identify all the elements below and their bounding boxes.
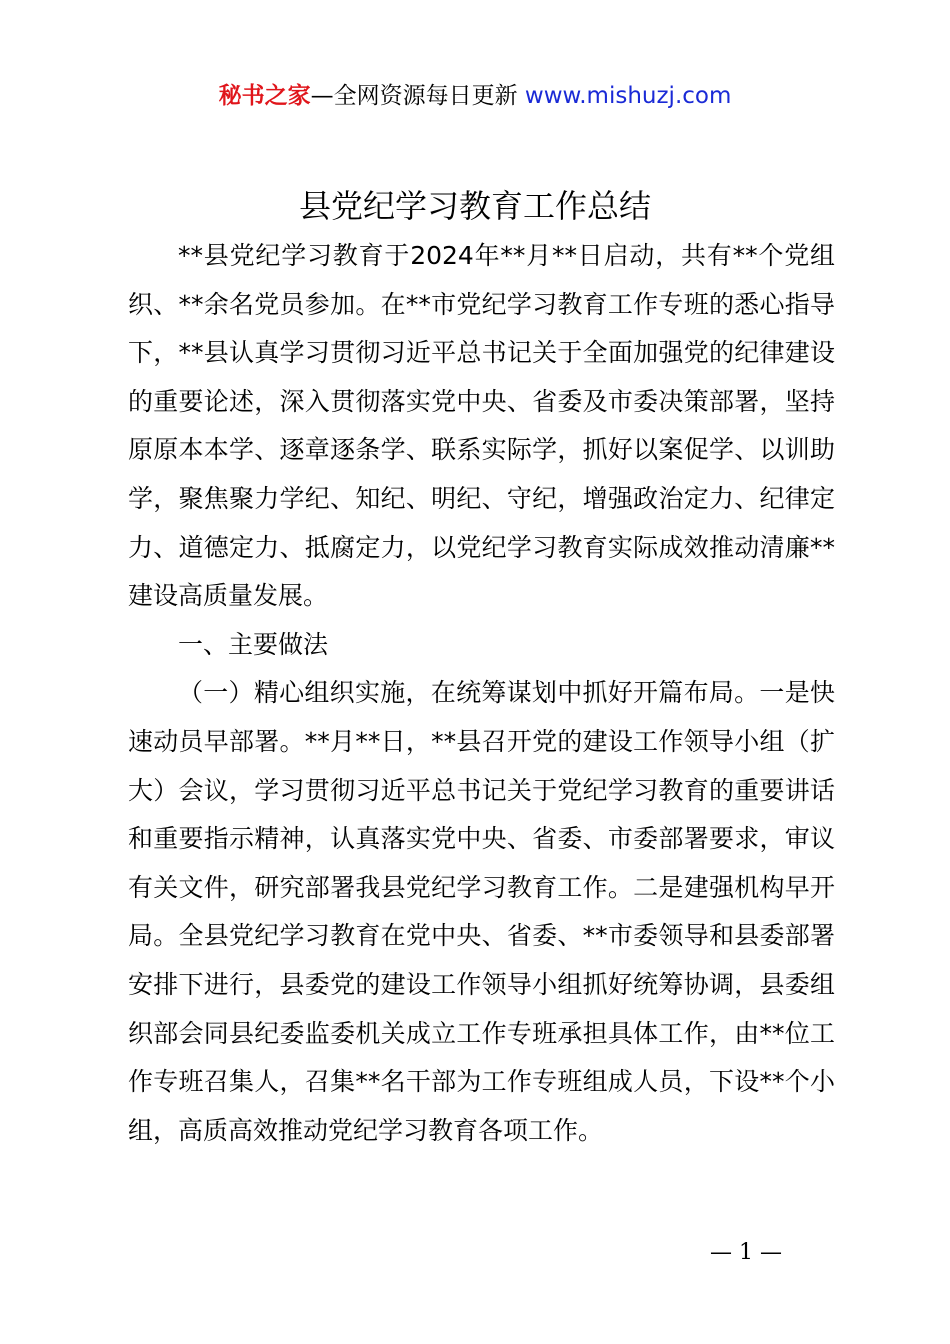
site-header (0, 80, 950, 112)
section-heading: 一、主要做法 (178, 629, 329, 659)
brand-name: 秘书之家 (218, 83, 311, 109)
page-number: — 1 — (710, 1240, 782, 1265)
intro-paragraph: **县党纪学习教育于2024年**月**日启动，共有**个党组织、**余名党员参加。在**市党纪学习教育工作专班的悉心指导下，**县认真学习贯彻习近平总书记关于全面加强党的纪律建设的重要论述，深入贯彻落实党中央、省委及市委决策部署，坚持原原本本学、逐章逐条学、联系实际学，抓好以案促学、以训助学，聚焦聚力学纪、知纪、明纪、守纪，增强政治定力、纪律定力、道德定力、抵腐定力，以党纪学习教育实际成效推动清廉**建设高质量发展。 (128, 241, 835, 611)
document-title: 县党纪学习教育工作总结 (298, 187, 651, 225)
subsection-paragraph: （一）精心组织实施，在统筹谋划中抓好开篇布局。一是快速动员早部署。**月**日，**县召开党的建设工作领导小组（扩大）会议，学习贯彻习近平总书记关于党纪学习教育的重要讲话和重要指示精神，认真落实党中央、省委、市委部署要求，审议有关文件，研究部署我县党纪学习教育工作。二是建强机构早开局。全县党纪学习教育在党中央、省委、**市委领导和县委部署安排下进行，县委党的建设工作领导小组抓好统筹协调，县委组织部会同县纪委监委机关成立工作专班承担具体工作，由**位工作专班召集人，召集**名干部为工作专班组成人员，下设**个小组，高质高效推动党纪学习教育各项工作。 (128, 678, 835, 1145)
header-slogan: —全网资源每日更新 (310, 83, 525, 109)
document-body (128, 232, 835, 1155)
site-url-link[interactable]: www.mishuzj.com (524, 83, 732, 109)
